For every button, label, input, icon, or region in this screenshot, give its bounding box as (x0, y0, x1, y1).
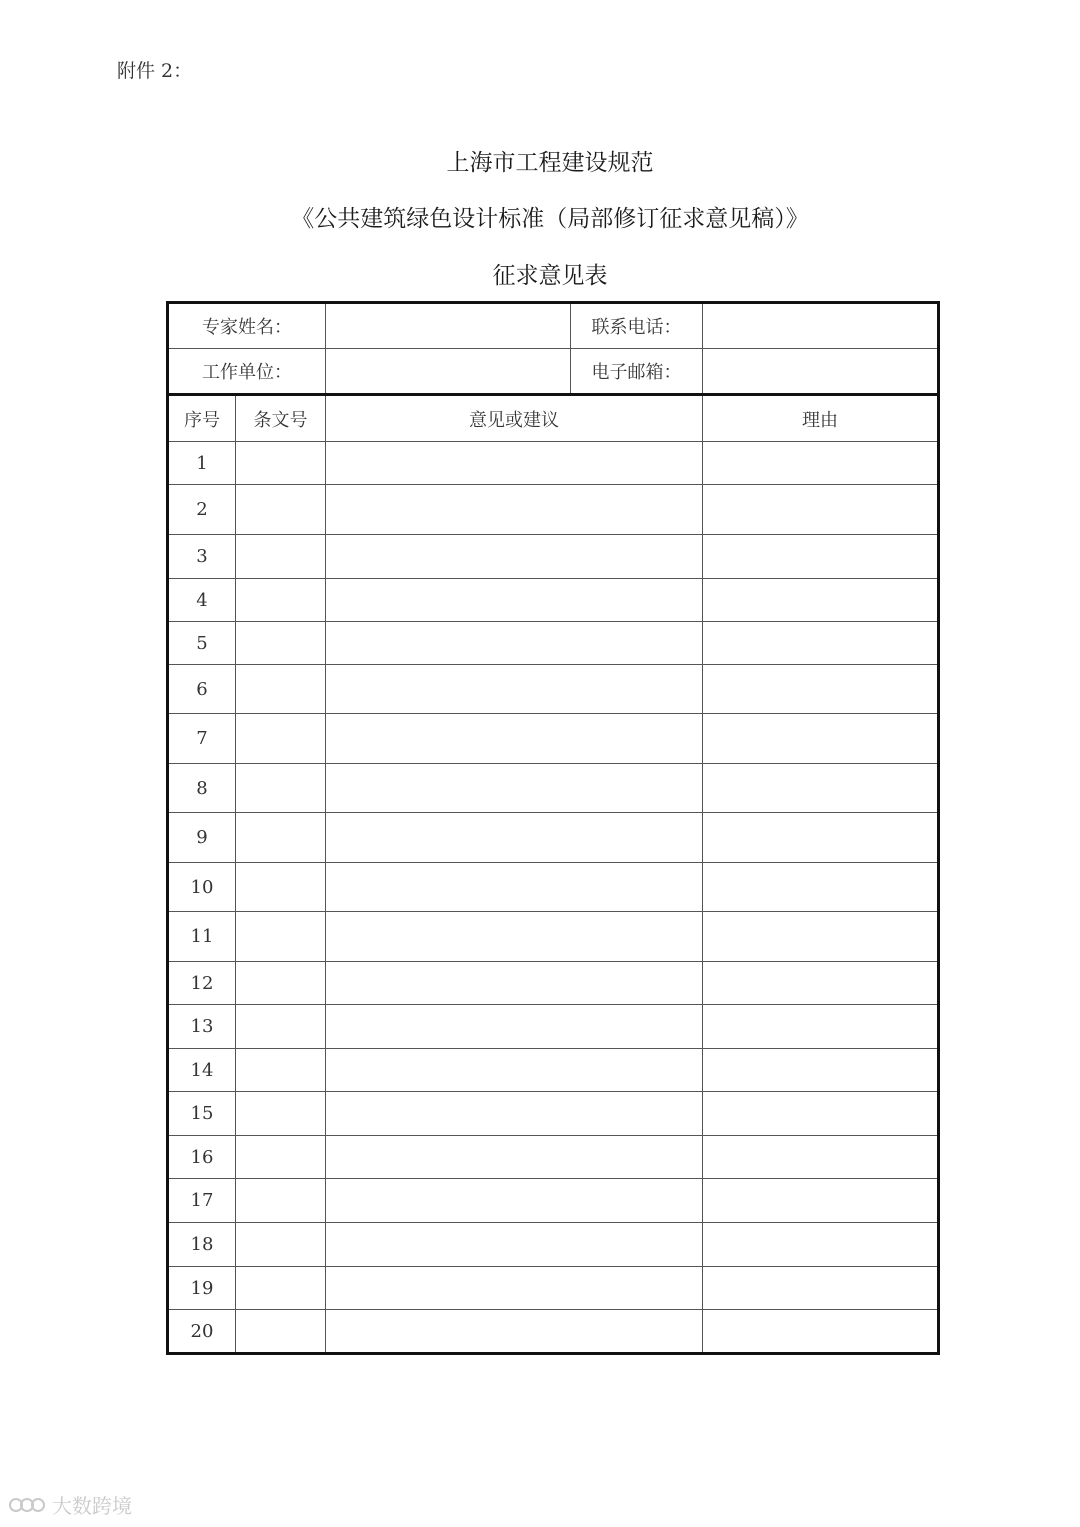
opinion-cell[interactable] (326, 764, 703, 813)
reason-cell[interactable] (703, 962, 939, 1005)
attachment-label: 附件 2： (117, 60, 193, 82)
expert-name-label: 专家姓名： (168, 303, 326, 349)
table-row (168, 485, 939, 535)
row-number: 6 (168, 665, 236, 714)
clause-cell[interactable] (236, 1049, 326, 1092)
opinion-cell[interactable] (326, 912, 703, 962)
clause-cell[interactable] (236, 714, 326, 764)
reason-cell[interactable] (703, 764, 939, 813)
row-number: 2 (168, 485, 236, 535)
clause-cell[interactable] (236, 442, 326, 485)
opinion-cell[interactable] (326, 665, 703, 714)
reason-cell[interactable] (703, 912, 939, 962)
column-header-row (168, 395, 939, 442)
document-subtitle: 《公共建筑绿色设计标准（局部修订征求意见稿）》 (291, 206, 809, 232)
reason-cell[interactable] (703, 714, 939, 764)
opinion-cell[interactable] (326, 485, 703, 535)
phone-field[interactable] (703, 303, 939, 349)
phone-label: 联系电话： (571, 303, 703, 349)
info-row-unit-email (168, 349, 939, 395)
row-number: 5 (168, 622, 236, 665)
opinion-cell[interactable] (326, 579, 703, 622)
opinion-cell[interactable] (326, 1267, 703, 1310)
table-row (168, 813, 939, 863)
row-number: 4 (168, 579, 236, 622)
row-number: 8 (168, 764, 236, 813)
watermark (8, 1490, 132, 1519)
opinion-cell[interactable] (326, 1223, 703, 1267)
clause-cell[interactable] (236, 579, 326, 622)
opinion-cell[interactable] (326, 1092, 703, 1136)
table-row (168, 1005, 939, 1049)
work-unit-field[interactable] (326, 349, 571, 395)
table-row (168, 665, 939, 714)
table-row (168, 962, 939, 1005)
watermark-text: 大数跨境 (52, 1494, 132, 1518)
table-row (168, 535, 939, 579)
table-row (168, 442, 939, 485)
opinion-cell[interactable] (326, 1005, 703, 1049)
clause-cell[interactable] (236, 485, 326, 535)
row-number: 17 (168, 1179, 236, 1223)
row-number: 11 (168, 912, 236, 962)
clause-cell[interactable] (236, 1223, 326, 1267)
row-number: 14 (168, 1049, 236, 1092)
clause-cell[interactable] (236, 1310, 326, 1354)
table-row (168, 579, 939, 622)
clause-cell[interactable] (236, 1005, 326, 1049)
reason-cell[interactable] (703, 1136, 939, 1179)
reason-cell[interactable] (703, 665, 939, 714)
reason-cell[interactable] (703, 622, 939, 665)
table-row (168, 1223, 939, 1267)
email-field[interactable] (703, 349, 939, 395)
column-header-clause: 条文号 (236, 395, 326, 442)
document-title: 上海市工程建设规范 (446, 150, 654, 176)
reason-cell[interactable] (703, 813, 939, 863)
row-number: 3 (168, 535, 236, 579)
row-number: 12 (168, 962, 236, 1005)
reason-cell[interactable] (703, 1267, 939, 1310)
opinion-cell[interactable] (326, 622, 703, 665)
table-row (168, 1049, 939, 1092)
info-row-name-phone (168, 303, 939, 349)
clause-cell[interactable] (236, 1136, 326, 1179)
reason-cell[interactable] (703, 1223, 939, 1267)
reason-cell[interactable] (703, 1092, 939, 1136)
clause-cell[interactable] (236, 813, 326, 863)
table-row (168, 764, 939, 813)
row-number: 7 (168, 714, 236, 764)
table-row (168, 863, 939, 912)
row-number: 13 (168, 1005, 236, 1049)
opinion-cell[interactable] (326, 1310, 703, 1354)
expert-name-field[interactable] (326, 303, 571, 349)
opinion-cell[interactable] (326, 863, 703, 912)
form-title: 征求意见表 (492, 263, 608, 289)
work-unit-label: 工作单位： (168, 349, 326, 395)
clause-cell[interactable] (236, 1092, 326, 1136)
feedback-form-table (166, 301, 940, 1355)
clause-cell[interactable] (236, 1179, 326, 1223)
row-number: 16 (168, 1136, 236, 1179)
table-row (168, 1310, 939, 1354)
table-row (168, 912, 939, 962)
clause-cell[interactable] (236, 622, 326, 665)
row-number: 1 (168, 442, 236, 485)
opinion-cell[interactable] (326, 1049, 703, 1092)
reason-cell[interactable] (703, 535, 939, 579)
opinion-cell[interactable] (326, 442, 703, 485)
clause-cell[interactable] (236, 665, 326, 714)
reason-cell[interactable] (703, 1005, 939, 1049)
clause-cell[interactable] (236, 863, 326, 912)
opinion-cell[interactable] (326, 962, 703, 1005)
clause-cell[interactable] (236, 912, 326, 962)
row-number: 20 (168, 1310, 236, 1354)
column-header-opinion: 意见或建议 (326, 395, 703, 442)
table-row (168, 1267, 939, 1310)
table-row (168, 1179, 939, 1223)
row-number: 19 (168, 1267, 236, 1310)
column-header-reason: 理由 (703, 395, 939, 442)
row-number: 10 (168, 863, 236, 912)
reason-cell[interactable] (703, 863, 939, 912)
row-number: 18 (168, 1223, 236, 1267)
column-header-seq: 序号 (168, 395, 236, 442)
row-number: 15 (168, 1092, 236, 1136)
opinion-cell[interactable] (326, 1179, 703, 1223)
clause-cell[interactable] (236, 1267, 326, 1310)
opinion-cell[interactable] (326, 1136, 703, 1179)
table-row (168, 714, 939, 764)
reason-cell[interactable] (703, 1310, 939, 1354)
clause-cell[interactable] (236, 764, 326, 813)
clause-cell[interactable] (236, 535, 326, 579)
reason-cell[interactable] (703, 485, 939, 535)
row-number: 9 (168, 813, 236, 863)
table-row (168, 1136, 939, 1179)
table-row (168, 1092, 939, 1136)
watermark-logo-icon (8, 1494, 46, 1516)
reason-cell[interactable] (703, 1049, 939, 1092)
opinion-cell[interactable] (326, 714, 703, 764)
opinion-cell[interactable] (326, 813, 703, 863)
reason-cell[interactable] (703, 1179, 939, 1223)
reason-cell[interactable] (703, 579, 939, 622)
opinion-cell[interactable] (326, 535, 703, 579)
clause-cell[interactable] (236, 962, 326, 1005)
table-row (168, 622, 939, 665)
email-label: 电子邮箱： (571, 349, 703, 395)
reason-cell[interactable] (703, 442, 939, 485)
